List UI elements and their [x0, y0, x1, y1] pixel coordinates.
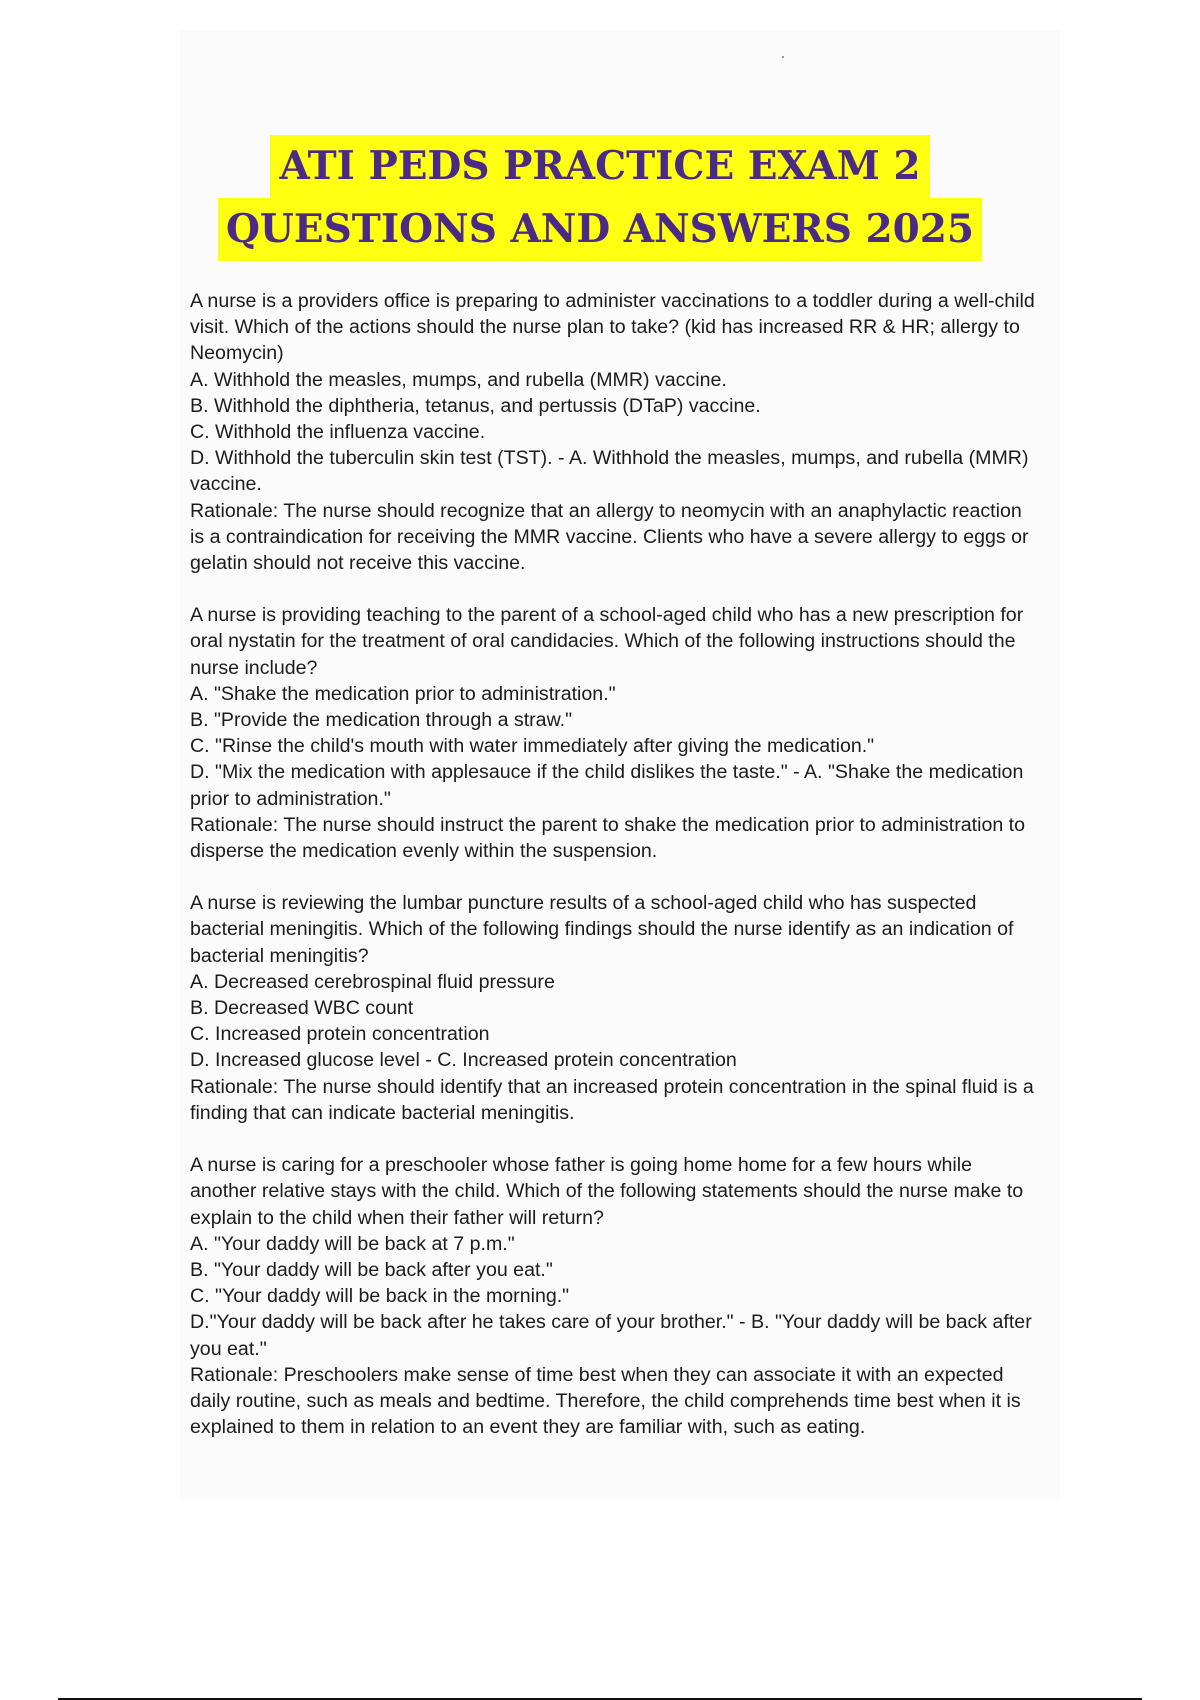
questions-content	[190, 288, 1040, 1466]
question-block-3	[190, 890, 1040, 1126]
option-a: A. "Your daddy will be back at 7 p.m."	[190, 1232, 515, 1255]
question-stem: A nurse is reviewing the lumbar puncture results of a school-aged child who has suspected bacterial meningitis. Which of the following findings should the nurse identify as an indication of bacterial meningitis?	[190, 892, 1014, 967]
option-c: C. "Your daddy will be back in the morning."	[190, 1285, 570, 1308]
option-b: B. Decreased WBC count	[190, 997, 414, 1020]
question-block-2	[190, 602, 1040, 864]
rationale: Rationale: Preschoolers make sense of time best when they can associate it with an expected daily routine, such as meals and bedtime. Therefore, the child comprehends time best when it is explained to them in relation to an event they are familiar with, such as eating.	[190, 1363, 1021, 1439]
title-line-2: QUESTIONS AND ANSWERS 2025	[218, 198, 982, 261]
option-c: C. "Rinse the child's mouth with water immediately after giving the medication."	[190, 735, 875, 758]
rationale: Rationale: The nurse should instruct the parent to shake the medication prior to administration to disperse the medication evenly within the suspension.	[190, 813, 1026, 863]
question-stem: A nurse is caring for a preschooler whose father is going home home for a few hours while another relative stays with the child. Which of the following statements should the nurse make to explain to the child when their father will return?	[190, 1154, 1024, 1229]
option-b: B. "Provide the medication through a straw."	[190, 709, 573, 732]
option-c: C. Withhold the influenza vaccine.	[190, 421, 486, 444]
option-a: A. Decreased cerebrospinal fluid pressure	[190, 970, 555, 993]
rationale: Rationale: The nurse should recognize that an allergy to neomycin with an anaphylactic reaction is a contraindication for receiving the MMR vaccine. Clients who have a severe allergy to eggs or gelatin should not receive this vaccine.	[190, 499, 1029, 575]
option-d-and-answer: D. "Mix the medication with applesauce if the child dislikes the taste." - A. "Shake the medication prior to administration."	[190, 761, 1024, 810]
question-block-4	[190, 1152, 1040, 1440]
option-d-and-answer: D. Withhold the tuberculin skin test (TST). - A. Withhold the measles, mumps, and rubella (MMR) vaccine.	[190, 447, 1029, 496]
title-line-1: ATI PEDS PRACTICE EXAM 2	[270, 135, 931, 198]
option-d-and-answer: D. Increased glucose level - C. Increased protein concentration	[190, 1049, 737, 1072]
question-stem: A nurse is providing teaching to the parent of a school-aged child who has a new prescription for oral nystatin for the treatment of oral candidacies. Which of the following instructions should the nurse include?	[190, 604, 1024, 679]
rationale: Rationale: The nurse should identify that an increased protein concentration in the spinal fluid is a finding that can indicate bacterial meningitis.	[190, 1075, 1034, 1124]
option-d-and-answer: D."Your daddy will be back after he takes care of your brother." - B. "Your daddy will be back after you eat."	[190, 1311, 1032, 1360]
option-b: B. "Your daddy will be back after you eat."	[190, 1258, 553, 1281]
option-b: B. Withhold the diphtheria, tetanus, and pertussis (DTaP) vaccine.	[190, 394, 761, 417]
scan-speck	[782, 56, 784, 58]
document-title	[0, 135, 1200, 261]
question-block-1	[190, 288, 1040, 576]
option-c: C. Increased protein concentration	[190, 1023, 490, 1046]
question-stem: A nurse is a providers office is preparing to administer vaccinations to a toddler during a well-child visit. Which of the actions should the nurse plan to take? (kid has increased RR & HR; allergy to Neomycin)	[190, 290, 1035, 365]
option-a: A. "Shake the medication prior to administration."	[190, 682, 616, 705]
option-a: A. Withhold the measles, mumps, and rubella (MMR) vaccine.	[190, 368, 727, 391]
